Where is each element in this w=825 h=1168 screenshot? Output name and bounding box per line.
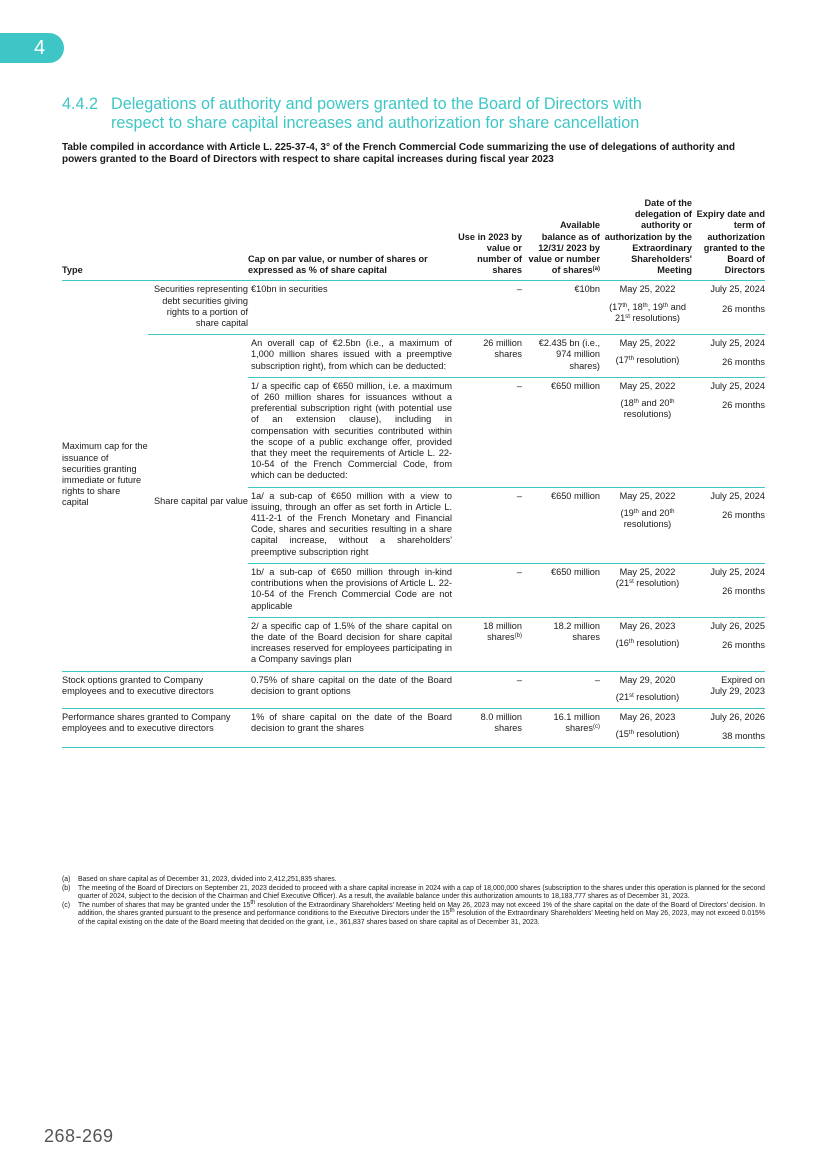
cap-cell: 0.75% of share capital on the date of the Board decision to grant options (248, 671, 452, 708)
header-cap: Cap on par value, or number of shares or expressed as % of share capital (248, 198, 452, 281)
expiry-date: July 25, 2024 (710, 284, 765, 295)
date-value: May 25, 2022 (619, 566, 676, 577)
expiry-cell (692, 671, 765, 708)
expiry-cell (692, 563, 765, 617)
subtype-cell: Securities representing debt securities giving rights to a portion of share capital (148, 281, 248, 335)
expiry-cell (692, 335, 765, 378)
expiry-date: July 26, 2025 (710, 620, 765, 631)
available-cell: €10bn (522, 281, 600, 335)
footnote-mark: (a) (62, 876, 71, 883)
footnote-c (62, 899, 766, 928)
expiry-date: July 25, 2024 (710, 338, 765, 349)
expiry-term: 26 months (722, 303, 765, 314)
date-cell (600, 377, 692, 487)
date-cell (600, 708, 692, 747)
expiry-date: July 26, 2026 (710, 711, 765, 722)
expiry-term: 38 months (722, 731, 765, 742)
header-available (522, 198, 600, 281)
table-header-row (62, 198, 765, 281)
expiry-cell (692, 708, 765, 747)
page-number: 268-269 (44, 1126, 114, 1146)
footnote-b (62, 885, 765, 902)
section-title-line1: Delegations of authority and powers granted to the Board of Directors with (111, 95, 642, 113)
use-cell: – (452, 671, 522, 708)
expiry-term: 26 months (722, 639, 765, 650)
available-value: 16.1 million shares (553, 711, 600, 734)
cap-cell: An overall cap of €2.5bn (i.e., a maximum of 1,000 million shares issued with a preemptive subscription right), from which can be deducted: (248, 335, 452, 378)
date-value: May 26, 2023 (619, 620, 676, 631)
use-cell: – (452, 377, 522, 487)
use-cell: – (452, 281, 522, 335)
header-type: Type (62, 198, 148, 281)
use-cell: – (452, 563, 522, 617)
date-value: May 25, 2022 (619, 490, 676, 501)
type-cell: Performance shares granted to Company employees and to executive directors (62, 708, 248, 747)
header-expiry: Expiry date and term of authorization granted to the Board of Directors (692, 198, 765, 281)
resolution-ref: (17th, 18th, 19th and 21st resolutions) (609, 301, 686, 323)
header-use: Use in 2023 by value or number of shares (452, 198, 522, 281)
available-cell: €2.435 bn (i.e., 974 million shares) (522, 335, 600, 378)
expiry-cell (692, 281, 765, 335)
use-cell (452, 617, 522, 671)
type-cell: Stock options granted to Company employees and to executive directors (62, 671, 248, 708)
cap-cell: 1b/ a sub-cap of €650 million through in-kind contributions when the provisions of Article L. 22-10-54 of the French Commercial Code are not applicable (248, 563, 452, 617)
expiry-term: 26 months (722, 400, 765, 411)
expiry-cell (692, 487, 765, 563)
available-cell (522, 708, 600, 747)
date-value: May 25, 2022 (619, 338, 676, 349)
resolution-ref: (16th resolution) (615, 637, 680, 648)
resolution-ref: (18th and 20th resolutions) (620, 398, 675, 420)
date-value: May 29, 2020 (619, 674, 676, 685)
table-row (62, 281, 765, 335)
resolution-ref: (17th resolution) (615, 355, 680, 366)
use-cell: 26 million shares (452, 335, 522, 378)
date-cell (600, 617, 692, 671)
table-caption: Table compiled in accordance with Article L. 225-37-4, 3° of the French Commercial Code summarizing the use of delegations of authority and powers granted to the Board of Directors with respect to share capital increases during fiscal year 2023 (62, 142, 736, 166)
available-cell: €650 million (522, 377, 600, 487)
expiry-term: 26 months (722, 586, 765, 597)
footnote-mark: (b) (62, 884, 71, 892)
footnote-text: The meeting of the Board of Directors on September 21, 2023 decided to proceed with a share capital increase in 2024 with a cap of 18,000,000 shares (subscription to the shares under this operation is planned for the second quarter of 2024, subject to the decision of the Chairman and Chief Executive Officer). As a result, the available balance under this authorization amounts to 18,183,777 shares as of December 31, 2023. (78, 884, 765, 901)
date-cell (600, 563, 692, 617)
expiry-cell (692, 377, 765, 487)
cap-cell: 2/ a specific cap of 1.5% of the share capital on the date of the Board decision for share capital increases reserved for employees participating in a Company savings plan (248, 617, 452, 671)
header-subtype (148, 198, 248, 281)
expiry-cell (692, 617, 765, 671)
footnotes (62, 876, 765, 928)
cap-cell: 1% of share capital on the date of the Board decision to grant the shares (248, 708, 452, 747)
resolution-ref: (15th resolution) (615, 729, 680, 740)
cap-cell: 1a/ a sub-cap of €650 million with a view to issuing, through an offer as set forth in Article L. 411-2-1 of the French Monetary and Financial Code, shares and securities resulting in a share capital increase, without a shareholders' preemptive subscription right (248, 487, 452, 563)
expiry-term: 26 months (722, 509, 765, 520)
section-number: 4.4.2 (62, 95, 99, 113)
resolution-ref: (21st resolution) (615, 691, 680, 702)
table-row (62, 335, 765, 378)
table-row (62, 708, 765, 747)
footnote-mark: (c) (62, 901, 71, 909)
expiry-term: July 29, 2023 (710, 685, 765, 696)
available-cell: €650 million (522, 487, 600, 563)
expiry-date: July 25, 2024 (710, 380, 765, 391)
subtype-cell: Share capital par value (148, 335, 248, 671)
date-value: May 26, 2023 (619, 711, 676, 722)
cap-cell: €10bn in securities (248, 281, 452, 335)
date-cell (600, 671, 692, 708)
expiry-date: July 25, 2024 (710, 566, 765, 577)
available-cell: €650 million (522, 563, 600, 617)
footnote-text: Based on share capital as of December 31, 2023, divided into 2,412,251,835 shares. (78, 876, 337, 883)
use-cell: 8.0 million shares (452, 708, 522, 747)
table-row (62, 671, 765, 708)
date-value: May 25, 2022 (619, 380, 676, 391)
date-cell (600, 487, 692, 563)
footnote-ref-c: (c) (593, 724, 600, 731)
expiry-term: 26 months (722, 357, 765, 368)
header-available-text: Available balance as of 12/31/ 2023 by value or number of shares (528, 220, 600, 276)
footnote-a (62, 876, 765, 885)
resolution-ref: (21st resolution) (615, 578, 680, 589)
group-type-cell: Maximum cap for the issuance of securities granting immediate or future rights to share capital (62, 281, 148, 671)
expiry-date: Expired on (721, 674, 765, 685)
available-cell: 18.2 million shares (522, 617, 600, 671)
footnote-text: The number of shares that may be granted under the 15th resolution of the Extraordinary Shareholders' Meeting held on May 26, 2023 may not exceed 1% of the share capital on the date of the Board of Directors' decision. In addition, the shares granted pursuant to the presence and performance conditions to the Executive Directors under the 15th resolution of the Extraordinary Shareholders' Meeting held on May 26, 2023, may not exceed 0.015% of the capital existing on the date of the Board meeting that decided on the grant, i.e., 361,837 shares based on share capital as of December 31, 2023. (78, 899, 766, 926)
chapter-tab: 4 (0, 33, 64, 63)
cap-cell: 1/ a specific cap of €650 million, i.e. a maximum of 260 million shares for issuances without a preferential subscription right (with potential use of an extension clause), including in compensation with securities contributed within the scope of a public exchange offer, provided that they meet the requirements of Article L. 22-10-54 of the French Commercial Code, from which can be deducted: (248, 377, 452, 487)
section-title-line2: respect to share capital increases and authorization for share cancellation (111, 114, 640, 132)
footnote-ref-a: (a) (592, 266, 600, 273)
use-value: 18 million shares (483, 620, 522, 642)
available-cell: – (522, 671, 600, 708)
footnote-ref-b: (b) (514, 632, 522, 639)
use-cell: – (452, 487, 522, 563)
header-date: Date of the delegation of authority or authorization by the Extraordinary Shareholders' Meeting (600, 198, 692, 281)
date-cell (600, 335, 692, 378)
section-title (62, 95, 762, 133)
date-value: May 25, 2022 (619, 284, 676, 295)
delegations-table (62, 198, 765, 748)
resolution-ref: (19th and 20th resolutions) (620, 507, 675, 530)
expiry-date: July 25, 2024 (710, 490, 765, 501)
date-cell (600, 281, 692, 335)
